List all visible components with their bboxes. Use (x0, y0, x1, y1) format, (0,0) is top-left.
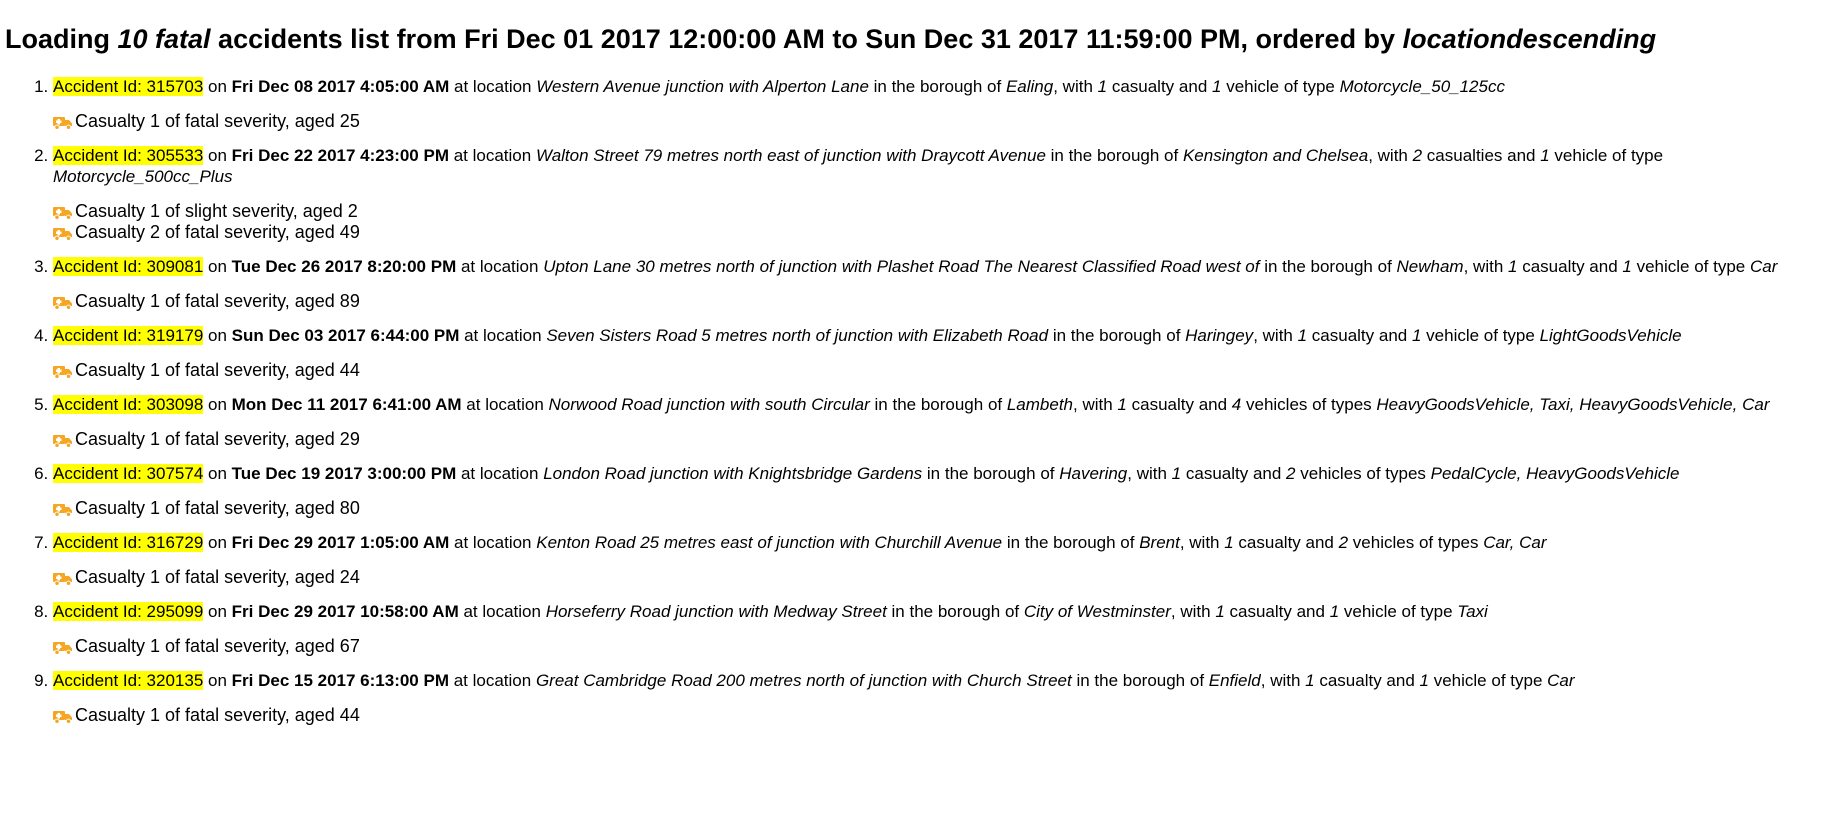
accident-location: Norwood Road junction with south Circular (548, 395, 870, 414)
casualties-word: casualty and (1224, 602, 1330, 621)
accident-location: Great Cambridge Road 200 metres north of junction with Church Street (535, 671, 1072, 690)
casualties-word: casualty and (1181, 464, 1287, 483)
accident-id: Accident Id: 315703 (53, 77, 204, 96)
vehicle-types: HeavyGoodsVehicle, Taxi, HeavyGoodsVehicle, Car (1376, 395, 1770, 414)
casualty-item (53, 429, 1844, 450)
accident-item (53, 325, 1844, 381)
casualty-item (53, 291, 1844, 312)
accident-id: Accident Id: 303098 (53, 395, 204, 414)
accident-list (5, 76, 1844, 726)
casualty-text: Casualty 1 of fatal severity, aged 44 (75, 705, 360, 725)
accident-borough: City of Westminster (1023, 602, 1171, 621)
borough-label: in the borough of (1259, 257, 1397, 276)
at-location-label: at location (449, 77, 537, 96)
at-location-label: at location (456, 464, 544, 483)
casualty-list (53, 429, 1844, 450)
accident-date: Fri Dec 29 2017 10:58:00 AM (231, 602, 459, 621)
accident-location: Kenton Road 25 metres east of junction with Churchill Avenue (536, 533, 1003, 552)
title-count: 10 fatal (117, 24, 211, 54)
ambulance-icon (53, 363, 73, 378)
accident-location: Walton Street 79 metres north east of junction with Draycott Avenue (535, 146, 1046, 165)
casualties-count: 1 (1508, 257, 1518, 276)
borough-label: in the borough of (1002, 533, 1140, 552)
casualties-count: 1 (1297, 326, 1308, 345)
casualties-count: 1 (1117, 395, 1127, 414)
accident-item (53, 670, 1844, 726)
accident-item (53, 394, 1844, 450)
on-label: on (203, 464, 232, 483)
accident-id: Accident Id: 319179 (53, 326, 204, 345)
page (0, 22, 1844, 726)
vehicles-count: 1 (1419, 671, 1429, 690)
with-label: , with (1073, 395, 1118, 414)
accident-summary (53, 670, 1844, 691)
with-label: , with (1253, 326, 1298, 345)
accident-item (53, 601, 1844, 657)
accident-summary (53, 532, 1844, 553)
casualties-word: casualty and (1314, 671, 1420, 690)
casualties-word: casualty and (1126, 395, 1232, 414)
accident-location: Western Avenue junction with Alperton Lane (536, 77, 869, 96)
casualty-text: Casualty 1 of slight severity, aged 2 (75, 201, 358, 221)
accident-item (53, 463, 1844, 519)
with-label: , with (1170, 602, 1216, 621)
borough-label: in the borough of (1045, 146, 1183, 165)
vehicles-count: 2 (1286, 464, 1296, 483)
casualty-item (53, 636, 1844, 657)
ambulance-icon (53, 570, 73, 585)
vehicle-types: Car (1749, 257, 1778, 276)
at-location-label: at location (456, 257, 544, 276)
vehicles-count: 1 (1622, 257, 1632, 276)
casualties-count: 1 (1215, 602, 1225, 621)
vehicles-word: vehicle of type (1429, 671, 1548, 690)
accident-date: Sun Dec 03 2017 6:44:00 PM (231, 326, 460, 345)
casualty-item (53, 201, 1844, 222)
borough-label: in the borough of (922, 464, 1060, 483)
accident-borough: Havering (1059, 464, 1128, 483)
ambulance-icon (53, 114, 73, 129)
casualty-list (53, 291, 1844, 312)
casualty-item (53, 567, 1844, 588)
on-label: on (203, 602, 232, 621)
casualties-count: 2 (1412, 146, 1423, 165)
casualty-text: Casualty 1 of fatal severity, aged 44 (75, 360, 360, 380)
accident-summary (53, 325, 1844, 346)
on-label: on (203, 77, 232, 96)
with-label: , with (1179, 533, 1225, 552)
borough-label: in the borough of (886, 602, 1024, 621)
accident-borough: Lambeth (1006, 395, 1074, 414)
at-location-label: at location (449, 671, 536, 690)
accident-date: Fri Dec 29 2017 1:05:00 AM (231, 533, 450, 552)
accident-id: Accident Id: 295099 (53, 602, 204, 621)
borough-label: in the borough of (869, 395, 1007, 414)
casualties-word: casualties and (1422, 146, 1541, 165)
ambulance-icon (53, 639, 73, 654)
accident-borough: Newham (1396, 257, 1464, 276)
accident-item (53, 76, 1844, 132)
casualty-text: Casualty 1 of fatal severity, aged 24 (75, 567, 360, 587)
accident-id: Accident Id: 316729 (53, 533, 204, 552)
casualty-item (53, 360, 1844, 381)
casualty-item (53, 111, 1844, 132)
title-order: locationdescending (1402, 24, 1657, 54)
borough-label: in the borough of (1048, 326, 1186, 345)
accident-date: Fri Dec 22 2017 4:23:00 PM (231, 146, 449, 165)
accident-borough: Kensington and Chelsea (1182, 146, 1369, 165)
vehicles-count: 1 (1212, 77, 1222, 96)
vehicles-count: 1 (1411, 326, 1422, 345)
vehicles-word: vehicle of type (1549, 146, 1664, 165)
accident-item (53, 145, 1844, 243)
on-label: on (203, 671, 232, 690)
with-label: , with (1127, 464, 1172, 483)
accident-date: Mon Dec 11 2017 6:41:00 AM (231, 395, 462, 414)
casualty-list (53, 705, 1844, 726)
casualty-list (53, 111, 1844, 132)
casualty-text: Casualty 1 of fatal severity, aged 80 (75, 498, 360, 518)
casualty-item (53, 222, 1844, 243)
vehicles-count: 4 (1231, 395, 1242, 414)
casualty-item (53, 705, 1844, 726)
accident-item (53, 256, 1844, 312)
accident-summary (53, 76, 1844, 97)
accident-date: Tue Dec 26 2017 8:20:00 PM (231, 257, 457, 276)
at-location-label: at location (449, 533, 537, 552)
vehicle-types: Motorcycle_50_125cc (1339, 77, 1505, 96)
vehicles-word: vehicles of types (1295, 464, 1431, 483)
vehicle-types: PedalCycle, HeavyGoodsVehicle (1430, 464, 1680, 483)
accident-summary (53, 145, 1844, 187)
accident-summary (53, 394, 1844, 415)
vehicles-count: 2 (1338, 533, 1349, 552)
casualty-list (53, 567, 1844, 588)
vehicle-types: Motorcycle_500cc_Plus (53, 167, 233, 186)
accident-item (53, 532, 1844, 588)
accident-summary (53, 256, 1844, 277)
accident-id: Accident Id: 309081 (53, 257, 204, 276)
accident-location: Seven Sisters Road 5 metres north of junction with Elizabeth Road (546, 326, 1049, 345)
casualty-text: Casualty 2 of fatal severity, aged 49 (75, 222, 360, 242)
casualty-text: Casualty 1 of fatal severity, aged 29 (75, 429, 360, 449)
casualty-list (53, 498, 1844, 519)
on-label: on (203, 257, 232, 276)
accident-id: Accident Id: 307574 (53, 464, 204, 483)
casualties-word: casualty and (1517, 257, 1623, 276)
accident-id: Accident Id: 320135 (53, 671, 204, 690)
casualties-word: casualty and (1307, 326, 1412, 345)
with-label: , with (1260, 671, 1306, 690)
casualty-text: Casualty 1 of fatal severity, aged 25 (75, 111, 360, 131)
title-range: accidents list from Fri Dec 01 2017 12:00:00 AM to Sun Dec 31 2017 11:59:00 PM, ordered by (210, 24, 1403, 54)
title-prefix: Loading (5, 24, 118, 54)
casualties-count: 1 (1224, 533, 1234, 552)
vehicle-types: LightGoodsVehicle (1539, 326, 1682, 345)
vehicle-types: Taxi (1457, 602, 1488, 621)
accident-borough: Ealing (1005, 77, 1054, 96)
page-title (5, 22, 1844, 56)
casualties-count: 1 (1171, 464, 1182, 483)
accident-id: Accident Id: 305533 (53, 146, 204, 165)
with-label: , with (1368, 146, 1413, 165)
ambulance-icon (53, 432, 73, 447)
casualty-text: Casualty 1 of fatal severity, aged 89 (75, 291, 360, 311)
vehicles-count: 1 (1540, 146, 1550, 165)
accident-borough: Haringey (1185, 326, 1254, 345)
casualty-list (53, 636, 1844, 657)
vehicles-word: vehicles of types (1241, 395, 1377, 414)
with-label: , with (1053, 77, 1098, 96)
accident-location: Horseferry Road junction with Medway Street (545, 602, 887, 621)
vehicles-word: vehicle of type (1339, 602, 1458, 621)
at-location-label: at location (449, 146, 536, 165)
accident-date: Fri Dec 15 2017 6:13:00 PM (231, 671, 449, 690)
accident-borough: Brent (1139, 533, 1180, 552)
on-label: on (203, 533, 232, 552)
casualties-count: 1 (1305, 671, 1315, 690)
borough-label: in the borough of (1071, 671, 1209, 690)
vehicles-word: vehicles of types (1348, 533, 1484, 552)
vehicle-types: Car (1547, 671, 1575, 690)
casualties-count: 1 (1097, 77, 1108, 96)
with-label: , with (1463, 257, 1509, 276)
at-location-label: at location (459, 326, 547, 345)
casualties-word: casualty and (1233, 533, 1339, 552)
ambulance-icon (53, 708, 73, 723)
vehicles-word: vehicle of type (1421, 326, 1540, 345)
casualty-text: Casualty 1 of fatal severity, aged 67 (75, 636, 360, 656)
casualty-list (53, 201, 1844, 243)
borough-label: in the borough of (868, 77, 1006, 96)
vehicles-word: vehicle of type (1631, 257, 1750, 276)
accident-summary (53, 463, 1844, 484)
accident-date: Fri Dec 08 2017 4:05:00 AM (231, 77, 450, 96)
ambulance-icon (53, 501, 73, 516)
accident-summary (53, 601, 1844, 622)
casualties-word: casualty and (1107, 77, 1212, 96)
ambulance-icon (53, 204, 73, 219)
vehicles-word: vehicle of type (1221, 77, 1340, 96)
at-location-label: at location (458, 602, 546, 621)
accident-borough: Enfield (1208, 671, 1261, 690)
at-location-label: at location (461, 395, 549, 414)
on-label: on (203, 146, 232, 165)
ambulance-icon (53, 294, 73, 309)
accident-date: Tue Dec 19 2017 3:00:00 PM (231, 464, 457, 483)
casualty-item (53, 498, 1844, 519)
ambulance-icon (53, 225, 73, 240)
on-label: on (203, 326, 232, 345)
accident-location: London Road junction with Knightsbridge Gardens (543, 464, 923, 483)
on-label: on (203, 395, 232, 414)
casualty-list (53, 360, 1844, 381)
vehicle-types: Car, Car (1483, 533, 1547, 552)
accident-location: Upton Lane 30 metres north of junction with Plashet Road The Nearest Classified Road west of (543, 257, 1260, 276)
vehicles-count: 1 (1329, 602, 1340, 621)
